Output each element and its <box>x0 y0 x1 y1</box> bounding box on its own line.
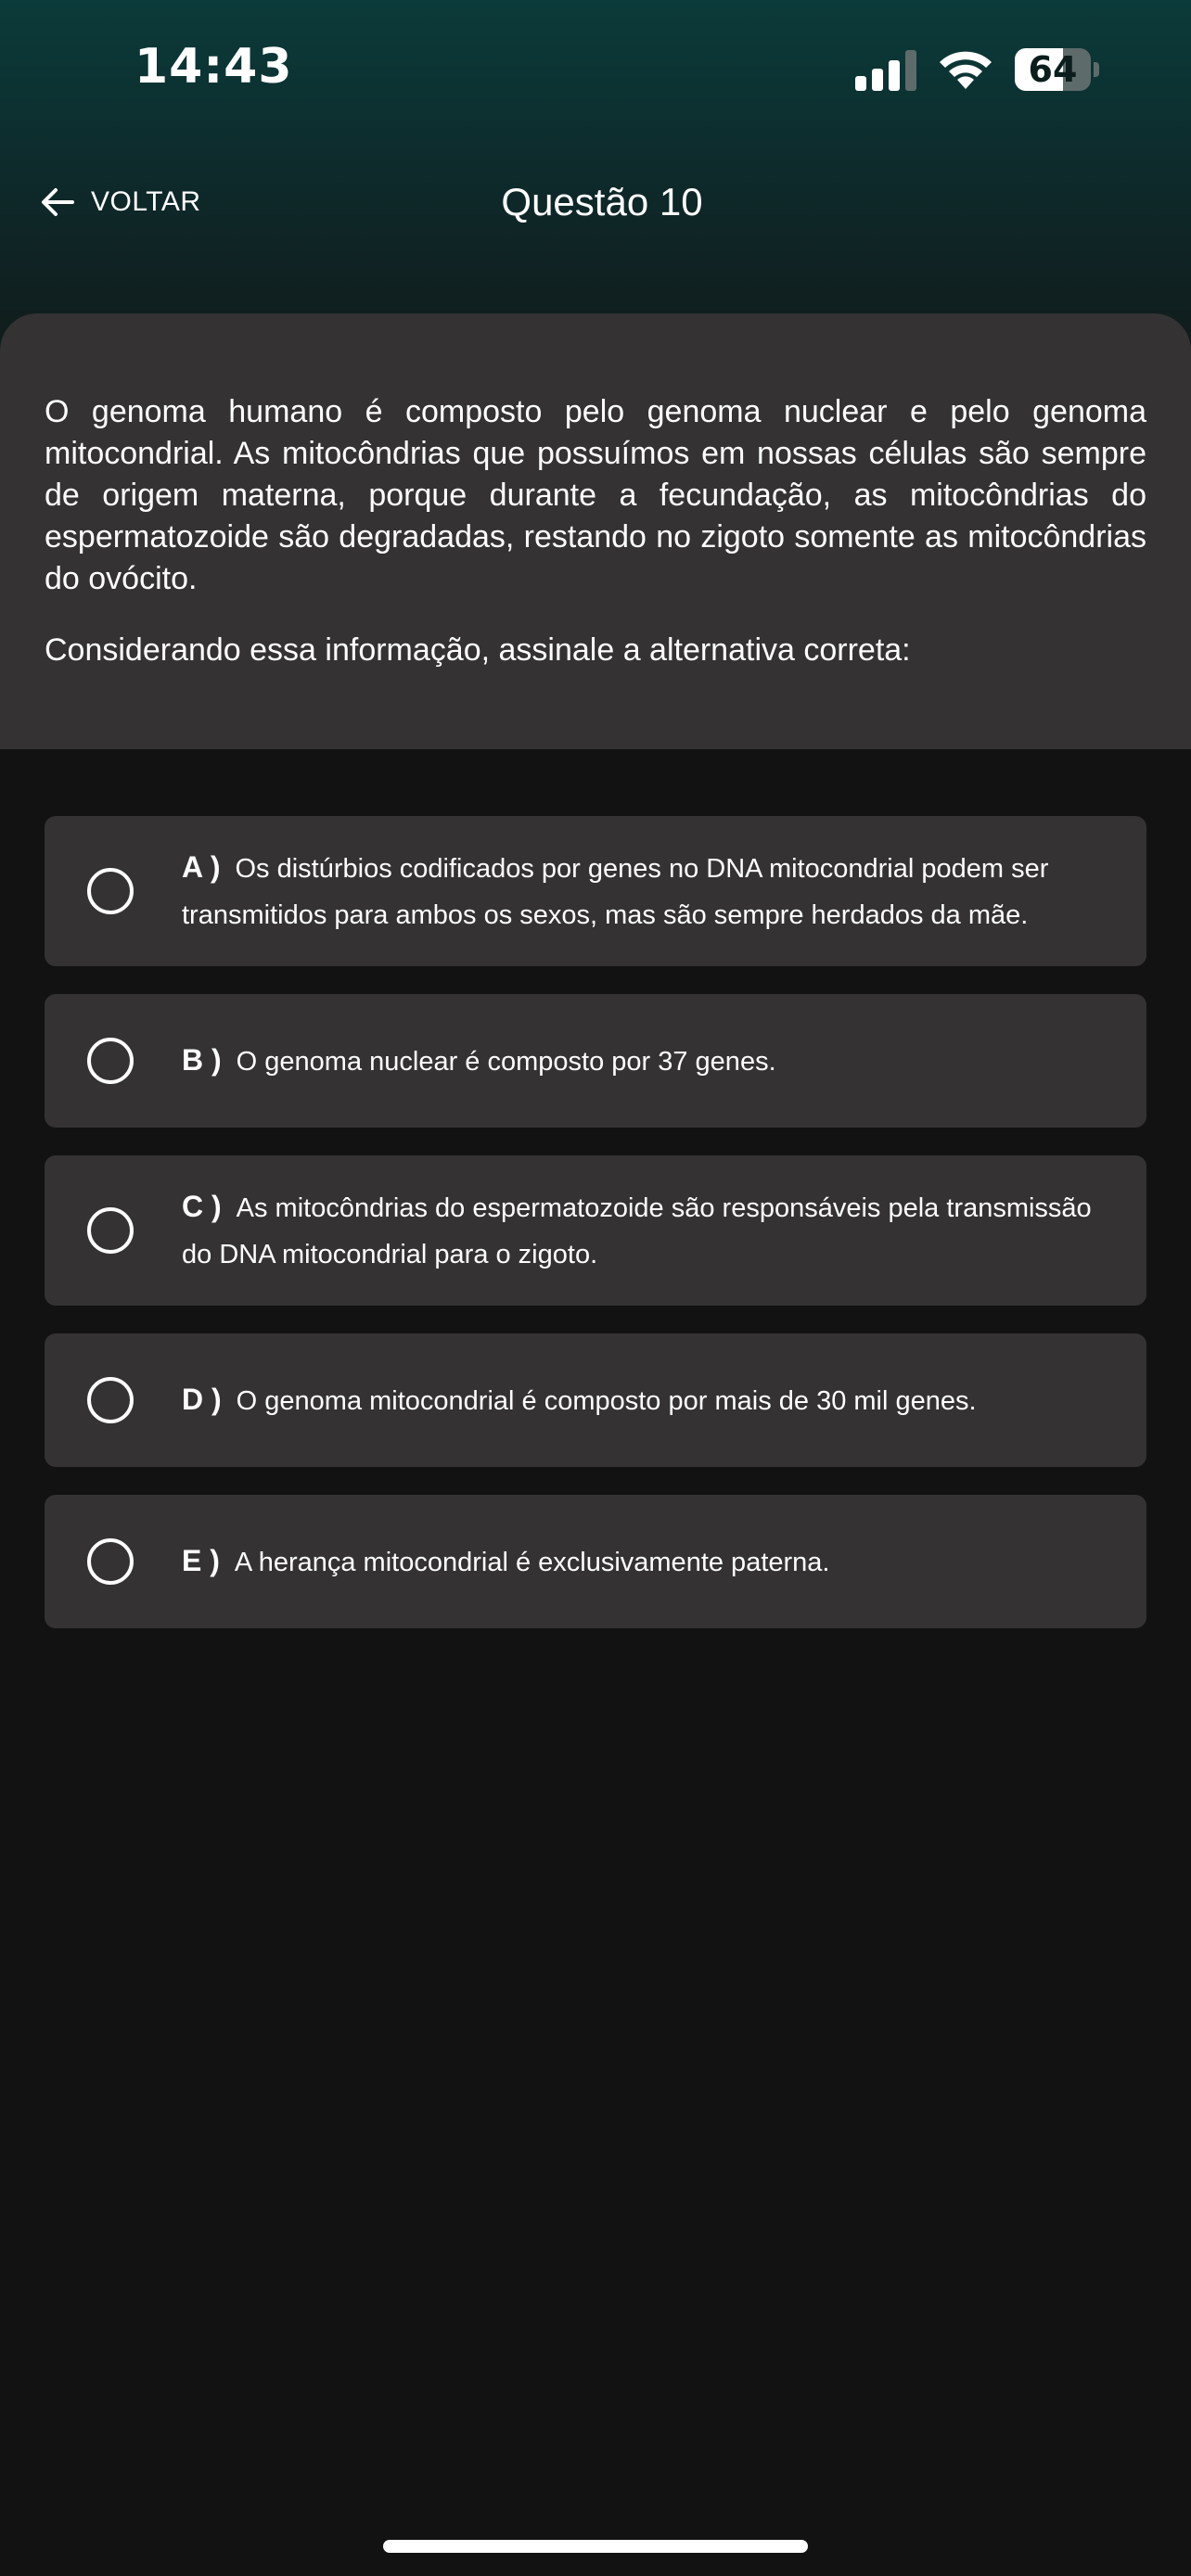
option-text: A herança mitocondrial é exclusivamente paterna. <box>234 1548 830 1577</box>
page-title: Questão 10 <box>501 180 703 223</box>
question-text: O genoma humano é composto pelo genoma nuclear e pelo genoma mitocondrial. As mitocôndrias que possuímos em nossas células são sempre de origem materna, porque durante a fecundação, as mitocôndrias do espermatozoide são degradadas, restando no zigoto somente as mitocôndrias do ovócito. <box>45 394 1146 596</box>
question-prompt: Considerando essa informação, assinale a alternativa correta: <box>45 632 911 668</box>
header <box>0 158 1191 260</box>
radio-icon[interactable] <box>87 1377 134 1423</box>
radio-icon[interactable] <box>87 868 134 914</box>
option-text: Os distúrbios codificados por genes no DNA mitocondrial podem ser transmitidos para ambos os sexos, mas são sempre herdados da mãe. <box>182 854 1049 930</box>
option-b[interactable] <box>45 994 1146 1128</box>
option-text: O genoma mitocondrial é composto por mais de 30 mil genes. <box>236 1386 977 1416</box>
option-letter: B ) <box>182 1043 222 1077</box>
option-letter: C ) <box>182 1190 222 1223</box>
options-list <box>45 816 1146 1656</box>
home-indicator[interactable] <box>383 2540 808 2553</box>
status-time: 14:43 <box>134 39 293 95</box>
status-bar <box>0 0 1191 139</box>
question-card <box>0 313 1191 749</box>
option-d[interactable] <box>45 1333 1146 1467</box>
option-letter: D ) <box>182 1383 222 1416</box>
option-c[interactable] <box>45 1155 1146 1306</box>
option-a[interactable] <box>45 816 1146 966</box>
radio-icon[interactable] <box>87 1538 134 1585</box>
back-label: VOLTAR <box>91 186 201 217</box>
cellular-signal-icon <box>855 50 920 91</box>
radio-icon[interactable] <box>87 1038 134 1084</box>
option-e[interactable] <box>45 1495 1146 1628</box>
wifi-icon <box>937 46 994 91</box>
option-letter: E ) <box>182 1544 220 1577</box>
battery-icon <box>1015 48 1100 91</box>
radio-icon[interactable] <box>87 1207 134 1254</box>
option-letter: A ) <box>182 850 221 884</box>
battery-level: 64 <box>1028 49 1078 90</box>
option-text: O genoma nuclear é composto por 37 genes. <box>236 1047 776 1077</box>
option-text: As mitocôndrias do espermatozoide são responsáveis pela transmissão do DNA mitocondrial para o zigoto. <box>182 1193 1092 1269</box>
